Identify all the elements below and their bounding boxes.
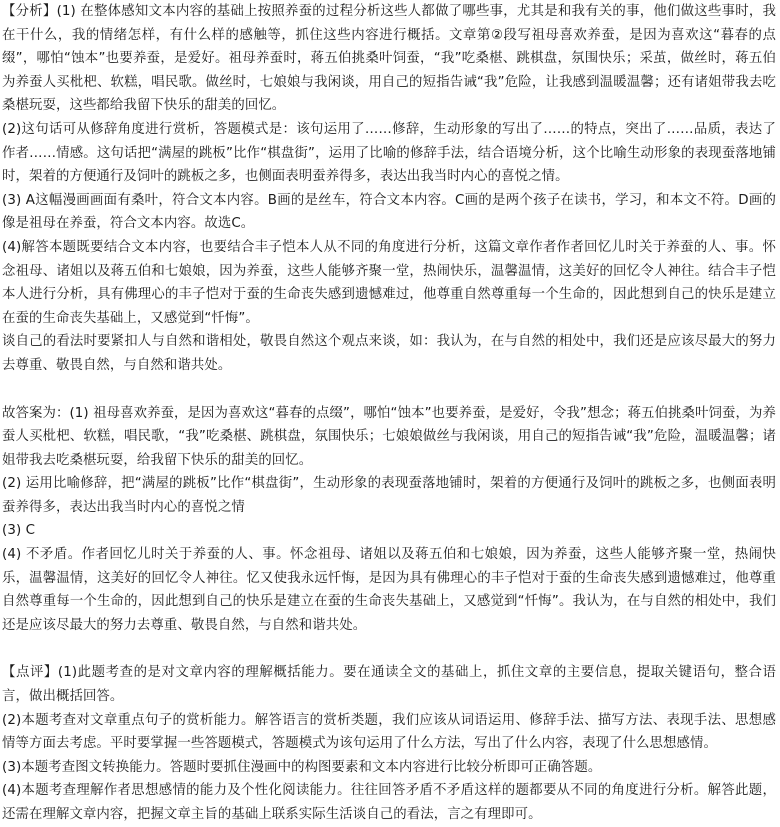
answer-paragraph-2: (2) 运用比喻修辞，把“满屋的跳板”比作“棋盘街”，生动形象的表现蚕落地铺时，架着的方便通行及饲叶的跳板之多，也侧面表明蚕养得多，表达出我当时内心的喜悦之情: [2, 476, 776, 515]
answer-paragraph-4: (4) 不矛盾。作者回忆儿时关于养蚕的人、事。怀念祖母、诸姐以及蒋五伯和七娘娘，因为养蚕，这些人能够齐聚一堂，热闹快乐，温馨温情，这美好的回忆令人神往。忆又使我永远忏悔，是因为具有佛理心的丰子恺对于蚕的生命丧失感到遗憾难过，他尊重自然尊重每一个生命的，因此想到自己的快乐是建立在蚕的生命丧失基础上，又感觉到“忏悔”。我认为，在与自然的相处中，我们还是应该尽最大的努力去尊重、敬畏自然，与自然和谐共处。: [2, 547, 776, 633]
answer-section: [2, 402, 776, 638]
answer-paragraph-3: (3) C: [2, 523, 36, 539]
section-gap: [2, 637, 776, 661]
answer-paragraph-1: 故答案为：(1) 祖母喜欢养蚕，是因为喜欢这“暮春的点缀”，哪怕“蚀本”也要养蚕，是爱好，令我”想念；蒋五伯挑桑叶饲蚕，为养蚕人买枇杷、软糕，唱民歌，“我”吃桑椹、跳棋盘，氛围快乐；七娘娘做丝与我闲谈，用自己的短指告诫“我”危险，温暖温馨；诸姐带我去吃桑椹玩耍，给我留下快乐的甜美的回忆。: [2, 405, 776, 468]
section-gap: [2, 378, 776, 402]
analysis-paragraph-1: 【分析】(1) 在整体感知文本内容的基础上按照养蚕的过程分析这些人都做了哪些事，尤其是和我有关的事，他们做这些事时，我在干什么，我的情绪怎样，有什么样的感触等，抓住这些内容进行概括。文章第②段写祖母喜欢养蚕，是因为喜欢这“暮春的点缀”，哪怕“蚀本”也要养蚕，是爱好。祖母养蚕时，蒋五伯挑桑叶饲蚕，“我”吃桑椹、跳棋盘，氛围快乐；采茧，做丝时，蒋五伯为养蚕人买枇杷、软糕，唱民歌。做丝时，七娘娘与我闲谈，用自己的短指告诫“我”危险，让我感到温暖温馨；还有诸姐带我去吃桑椹玩耍，这些都给我留下快乐的甜美的回忆。: [2, 4, 776, 114]
comment-paragraph-4: (4)本题考查理解作者思想感情的能力及个性化阅读能力。往往回答矛盾不矛盾这样的题都要从不同的角度进行分析。解答此题，还需在理解文章内容，把握文章主旨的基础上联系实际生活谈自己的看法，言之有理即可。: [2, 783, 776, 822]
analysis-paragraph-5: 谈自己的看法时要紧扣人与自然和谐相处，敬畏自然这个观点来谈，如：我认为，在与自然的相处中，我们还是应该尽最大的努力去尊重、敬畏自然，与自然和谐共处。: [2, 334, 776, 373]
analysis-paragraph-4: (4)解答本题既要结合文本内容，也要结合丰子恺本人从不同的角度进行分析，这篇文章作者作者回忆儿时关于养蚕的人、事。怀念祖母、诸姐以及蒋五伯和七娘娘，因为养蚕，这些人能够齐聚一堂，热闹快乐，温馨温情，这美好的回忆令人神往。结合丰子恺本人进行分析，具有佛理心的丰子恺对于蚕的生命丧失感到遗憾难过，他尊重自然尊重每一个生命的，因此想到自己的快乐是建立在蚕的生命丧失基础上，又感觉到“忏悔”。: [2, 239, 776, 326]
analysis-paragraph-3: (3) A这幅漫画画面有桑叶，符合文本内容。B画的是丝车，符合文本内容。C画的是两个孩子在读书，学习，和本文不符。D画的像是祖母在养蚕，符合文本内容。故选C。: [2, 192, 776, 232]
comment-paragraph-2: (2)本题考查对文章重点句子的赏析能力。解答语言的赏析类题，我们应该从词语运用、修辞手法、描写方法、表现手法、思想感情等方面去考虑。平时要掌握一些答题模式，答题模式为该句运用了什么方法，写出了什么内容，表现了什么思想感情。: [2, 712, 776, 752]
comment-section: [2, 661, 776, 826]
comment-paragraph-3: (3)本题考查图文转换能力。答题时要抓住漫画中的构图要素和文本内容进行比较分析即可正确答题。: [2, 759, 602, 775]
analysis-paragraph-2: (2)这句话可从修辞角度进行赏析，答题模式是：该句运用了……修辞，生动形象的写出了……的特点，突出了……品质，表达了作者……情感。这句话把“满屋的跳板”比作“棋盘街”，运用了比喻的修辞手法，结合语境分析，这个比喻生动形象的表现蚕落地铺时，架着的方便通行及饲叶的跳板之多，也侧面表明蚕养得多，表达出我当时内心的喜悦之情。: [2, 121, 776, 185]
analysis-section: [2, 0, 776, 378]
comment-paragraph-1: 【点评】(1)此题考查的是对文章内容的理解概括能力。要在通读全文的基础上，抓住文章的主要信息，提取关键语句，整合语言，做出概括回答。: [2, 665, 776, 705]
